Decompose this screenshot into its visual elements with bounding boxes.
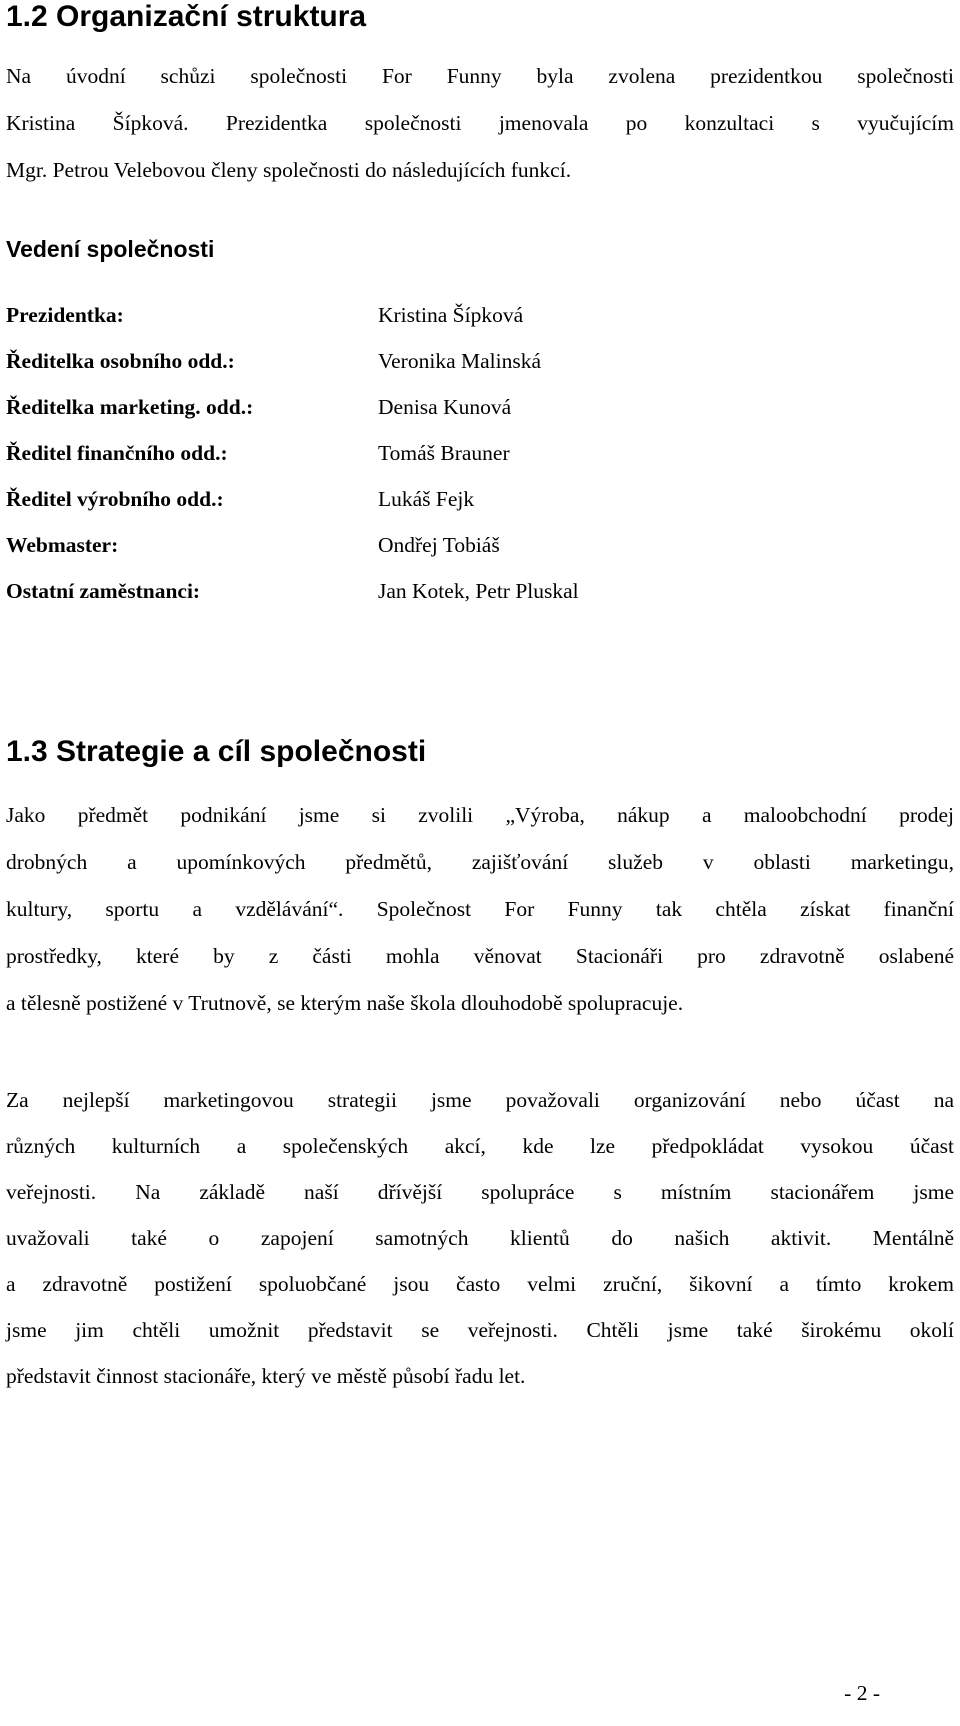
role-label: Ředitelka marketing. odd.: [6,395,254,419]
paragraph-line: uvažovali také o zapojení samotných klientů do našich aktivit. Mentálně [6,1226,954,1250]
paragraph-line: a zdravotně postižení spoluobčané jsou často velmi zruční, šikovní a tímto krokem [6,1272,954,1296]
role-person: Tomáš Brauner [378,441,510,465]
strategy-paragraph-1 [6,792,954,1027]
role-person: Jan Kotek, Petr Pluskal [378,579,579,603]
role-person: Denisa Kunová [378,395,512,419]
role-person: Kristina Šípková [378,303,524,327]
paragraph-line: představit činnost stacionáře, který ve městě působí řadu let. [6,1364,526,1388]
paragraph-line: prostředky, které by z části mohla věnovat Stacionáři pro zdravotně oslabené [6,944,954,968]
role-list [6,292,906,614]
role-label: Ředitelka osobního odd.: [6,349,235,373]
intro-paragraph [6,53,954,194]
role-row [6,430,906,476]
role-label: Ostatní zaměstnanci: [6,579,201,603]
role-row [6,292,906,338]
role-row [6,338,906,384]
paragraph-line: veřejnosti. Na základě naší dřívější spolupráce s místním stacionářem jsme [6,1180,954,1204]
paragraph-line: různých kulturních a společenských akcí, kde lze předpokládat vysokou účast [6,1134,954,1158]
role-label: Ředitel výrobního odd.: [6,487,224,511]
paragraph-line: Za nejlepší marketingovou strategii jsme považovali organizování nebo účast na [6,1088,954,1112]
paragraph-line: a tělesně postižené v Trutnově, se kterým naše škola dlouhodobě spolupracuje. [6,991,684,1015]
page-number: - 2 - [844,1681,880,1705]
role-person: Lukáš Fejk [378,487,475,511]
role-label: Webmaster: [6,533,119,557]
role-person: Veronika Malinská [378,349,542,373]
strategy-paragraph-2 [6,1077,954,1399]
role-row [6,476,906,522]
paragraph-line: kultury, sportu a vzdělávání“. Společnost For Funny tak chtěla získat finanční [6,897,954,921]
paragraph-line: Kristina Šípková. Prezidentka společnosti jmenovala po konzultaci s vyučujícím [6,111,954,135]
paragraph-line: Jako předmět podnikání jsme si zvolili „Výroba, nákup a maloobchodní prodej [6,803,954,827]
role-person: Ondřej Tobiáš [378,533,500,557]
role-row [6,522,906,568]
role-label: Prezidentka: [6,303,124,327]
paragraph-line: Na úvodní schůzi společnosti For Funny byla zvolena prezidentkou společnosti [6,64,954,88]
role-label: Ředitel finančního odd.: [6,441,228,465]
section-heading-organization: 1.2 Organizační struktura [6,0,367,33]
paragraph-line: jsme jim chtěli umožnit představit se veřejnosti. Chtěli jsme také širokému okolí [6,1318,954,1342]
role-row [6,384,906,430]
paragraph-line: drobných a upomínkových předmětů, zajišťování služeb v oblasti marketingu, [6,850,954,874]
paragraph-line: Mgr. Petrou Velebovou členy společnosti do následujících funkcí. [6,158,572,182]
subheading-management: Vedení společnosti [6,236,215,262]
section-heading-strategy: 1.3 Strategie a cíl společnosti [6,735,427,768]
role-row [6,568,906,614]
